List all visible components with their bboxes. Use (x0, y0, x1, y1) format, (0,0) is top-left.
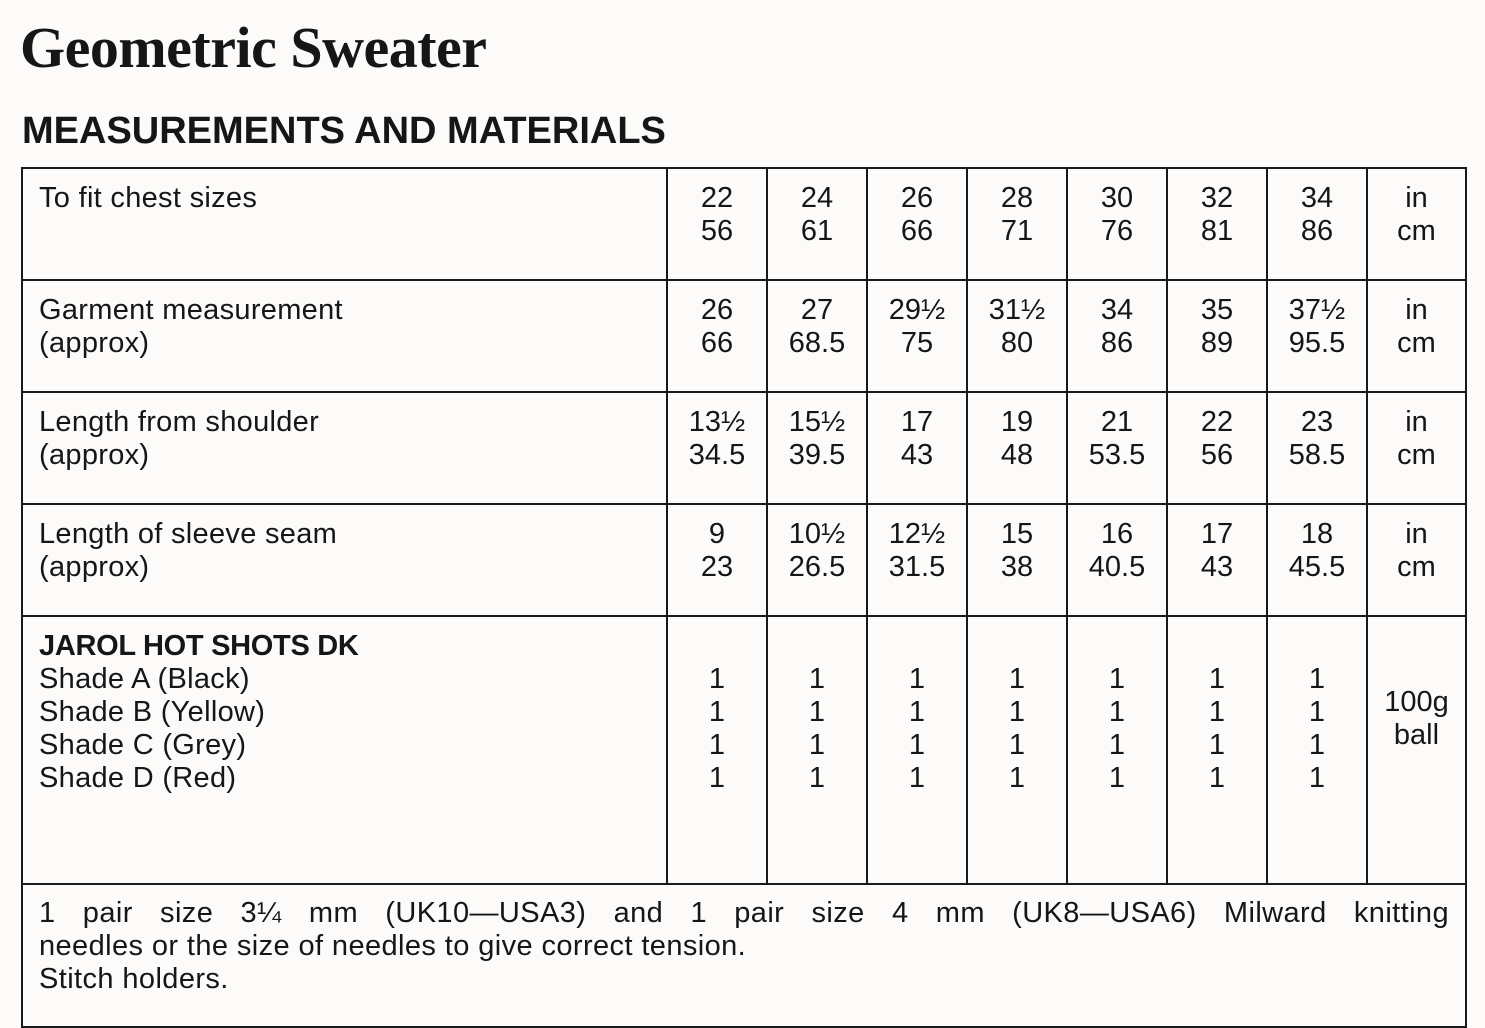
page-title: Geometric Sweater (20, 15, 487, 80)
value-in: 17 (1200, 518, 1234, 550)
row-label (22, 168, 667, 280)
value-cm: 23 (700, 551, 734, 583)
value-cm: 61 (800, 215, 834, 247)
sleeve-seam-row (22, 504, 1466, 616)
yarn-label (22, 616, 667, 884)
value-cm: 80 (1000, 327, 1034, 359)
needles-line: needles or the size of needles to give correct tension. (39, 930, 747, 962)
ball-count: 1 (908, 729, 926, 761)
ball-count: 1 (1308, 762, 1326, 794)
chest-size-row (22, 168, 1466, 280)
ball-count: 1 (808, 696, 826, 728)
ball-count: 1 (808, 663, 826, 695)
value-cm: 81 (1200, 215, 1234, 247)
ball-count: 1 (1108, 696, 1126, 728)
value-cm: 31.5 (888, 551, 946, 583)
unit-label: cm (1397, 215, 1436, 247)
value-cm: 66 (900, 215, 934, 247)
row-label-line: (approx) (39, 327, 150, 359)
value-cm: 39.5 (788, 439, 846, 471)
value-cm: 68.5 (788, 327, 846, 359)
ball-count: 1 (708, 696, 726, 728)
length-shoulder-row (22, 392, 1466, 504)
value-in: 37½ (1288, 294, 1346, 326)
value-cm: 86 (1100, 327, 1134, 359)
value-in: 26 (700, 294, 734, 326)
shade-label: Shade C (Grey) (39, 729, 247, 761)
value-in: 15½ (788, 406, 846, 438)
value-cm: 76 (1100, 215, 1134, 247)
row-label-line: Length of sleeve seam (39, 518, 338, 550)
size-cell (1167, 168, 1267, 280)
ball-count: 1 (1308, 729, 1326, 761)
yarn-heading: JAROL HOT SHOTS DK (39, 630, 359, 662)
value-cm: 34.5 (688, 439, 746, 471)
value-cm: 56 (1200, 439, 1234, 471)
value-in: 19 (1000, 406, 1034, 438)
value-in: 32 (1200, 182, 1234, 214)
size-cell (1167, 280, 1267, 392)
value-cm: 89 (1200, 327, 1234, 359)
unit-cell (1367, 168, 1466, 280)
size-cell (667, 280, 767, 392)
value-in: 21 (1100, 406, 1134, 438)
ball-count: 1 (1108, 762, 1126, 794)
ball-count: 1 (808, 762, 826, 794)
yarn-quantity-cell (1067, 616, 1167, 884)
yarn-row (22, 616, 1466, 884)
size-cell (1067, 280, 1167, 392)
size-cell (767, 392, 867, 504)
value-in: 31½ (988, 294, 1046, 326)
value-in: 10½ (788, 518, 846, 550)
value-in: 17 (900, 406, 934, 438)
ball-count: 1 (1108, 663, 1126, 695)
unit-label: in (1405, 294, 1428, 326)
size-cell (967, 168, 1067, 280)
value-in: 12½ (888, 518, 946, 550)
row-label-line: (approx) (39, 551, 150, 583)
ball-count: 1 (1208, 762, 1226, 794)
yarn-unit: 100g (1384, 686, 1449, 718)
value-cm: 75 (900, 327, 934, 359)
value-cm: 53.5 (1088, 439, 1146, 471)
value-in: 13½ (688, 406, 746, 438)
value-in: 18 (1300, 518, 1334, 550)
value-cm: 43 (1200, 551, 1234, 583)
value-in: 29½ (888, 294, 946, 326)
value-cm: 95.5 (1288, 327, 1346, 359)
ball-count: 1 (908, 663, 926, 695)
ball-count: 1 (1308, 696, 1326, 728)
value-in: 15 (1000, 518, 1034, 550)
needles-line: 1 pair size 3¼ mm (UK10—USA3) and 1 pair size 4 mm (UK8—USA6) Milward knitting (39, 897, 1449, 929)
value-in: 22 (700, 182, 734, 214)
size-cell (867, 392, 967, 504)
value-cm: 40.5 (1088, 551, 1146, 583)
value-in: 9 (708, 518, 726, 550)
row-label-line: Length from shoulder (39, 406, 320, 438)
ball-count: 1 (1008, 696, 1026, 728)
shade-label: Shade B (Yellow) (39, 696, 266, 728)
value-cm: 86 (1300, 215, 1334, 247)
needles-line: Stitch holders. (39, 963, 229, 995)
section-heading: MEASUREMENTS AND MATERIALS (22, 110, 666, 152)
unit-label: in (1405, 406, 1428, 438)
yarn-quantity-cell (1267, 616, 1367, 884)
value-cm: 26.5 (788, 551, 846, 583)
size-cell (767, 504, 867, 616)
ball-count: 1 (1008, 762, 1026, 794)
value-in: 24 (800, 182, 834, 214)
size-cell (867, 168, 967, 280)
garment-measurement-row (22, 280, 1466, 392)
size-cell (1267, 504, 1367, 616)
row-label (22, 280, 667, 392)
value-in: 27 (800, 294, 834, 326)
ball-count: 1 (808, 729, 826, 761)
row-label (22, 392, 667, 504)
ball-count: 1 (908, 696, 926, 728)
needles-text (22, 884, 1466, 1027)
needles-row (22, 884, 1466, 1027)
ball-count: 1 (1208, 729, 1226, 761)
value-in: 26 (900, 182, 934, 214)
value-in: 28 (1000, 182, 1034, 214)
ball-count: 1 (1008, 663, 1026, 695)
unit-label: cm (1397, 327, 1436, 359)
size-cell (667, 392, 767, 504)
size-cell (767, 280, 867, 392)
unit-cell (1367, 504, 1466, 616)
yarn-quantity-cell (667, 616, 767, 884)
row-label-line: Garment measurement (39, 294, 343, 326)
size-cell (867, 504, 967, 616)
unit-cell (1367, 392, 1466, 504)
size-cell (1267, 168, 1367, 280)
value-in: 16 (1100, 518, 1134, 550)
size-cell (967, 392, 1067, 504)
size-cell (1267, 280, 1367, 392)
row-label (22, 504, 667, 616)
value-cm: 48 (1000, 439, 1034, 471)
yarn-quantity-cell (1167, 616, 1267, 884)
yarn-quantity-cell (867, 616, 967, 884)
value-cm: 43 (900, 439, 934, 471)
size-cell (667, 168, 767, 280)
value-in: 34 (1100, 294, 1134, 326)
yarn-quantity-cell (767, 616, 867, 884)
size-cell (867, 280, 967, 392)
shade-label: Shade D (Red) (39, 762, 237, 794)
yarn-unit: ball (1393, 719, 1440, 751)
value-in: 22 (1200, 406, 1234, 438)
ball-count: 1 (1108, 729, 1126, 761)
value-cm: 45.5 (1288, 551, 1346, 583)
ball-count: 1 (708, 729, 726, 761)
value-in: 23 (1300, 406, 1334, 438)
unit-label: in (1405, 518, 1428, 550)
ball-count: 1 (708, 762, 726, 794)
value-cm: 56 (700, 215, 734, 247)
unit-label: cm (1397, 439, 1436, 471)
ball-count: 1 (908, 762, 926, 794)
value-in: 34 (1300, 182, 1334, 214)
ball-count: 1 (708, 663, 726, 695)
row-label-line: To fit chest sizes (39, 182, 258, 214)
ball-count: 1 (1208, 696, 1226, 728)
unit-label: in (1405, 182, 1428, 214)
size-cell (767, 168, 867, 280)
measurements-table (21, 167, 1467, 1028)
unit-cell (1367, 280, 1466, 392)
size-cell (667, 504, 767, 616)
size-cell (1067, 504, 1167, 616)
value-cm: 71 (1000, 215, 1034, 247)
value-in: 35 (1200, 294, 1234, 326)
size-cell (1167, 392, 1267, 504)
ball-count: 1 (1208, 663, 1226, 695)
size-cell (1067, 392, 1167, 504)
value-in: 30 (1100, 182, 1134, 214)
ball-count: 1 (1008, 729, 1026, 761)
unit-label: cm (1397, 551, 1436, 583)
ball-count: 1 (1308, 663, 1326, 695)
value-cm: 58.5 (1288, 439, 1346, 471)
size-cell (1167, 504, 1267, 616)
yarn-quantity-cell (967, 616, 1067, 884)
yarn-unit-cell (1367, 616, 1466, 884)
row-label-line: (approx) (39, 439, 150, 471)
shade-label: Shade A (Black) (39, 663, 250, 695)
value-cm: 38 (1000, 551, 1034, 583)
size-cell (1267, 392, 1367, 504)
value-cm: 66 (700, 327, 734, 359)
size-cell (1067, 168, 1167, 280)
size-cell (967, 504, 1067, 616)
size-cell (967, 280, 1067, 392)
